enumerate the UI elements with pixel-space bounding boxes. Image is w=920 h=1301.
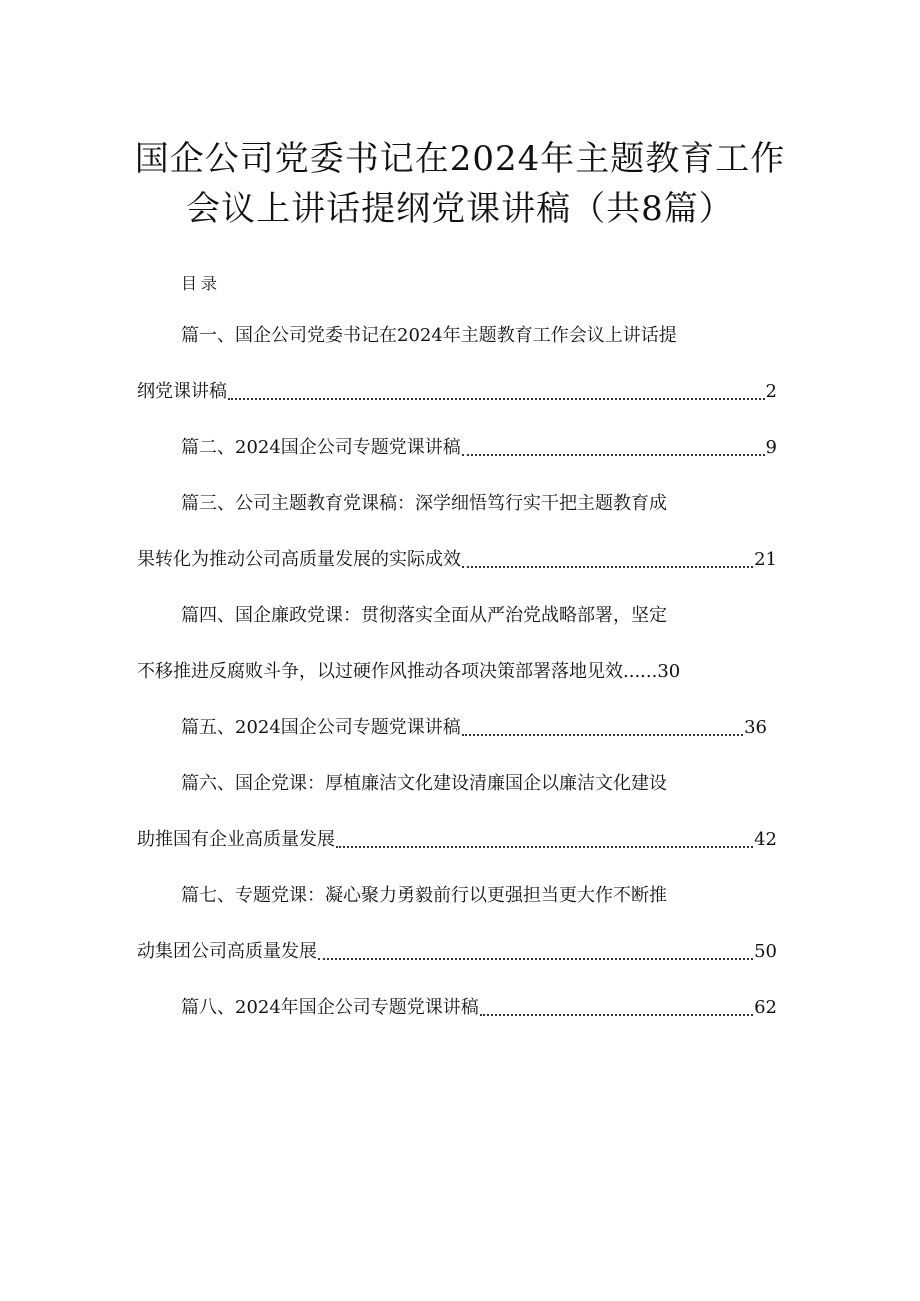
toc-entry-5-line-1[interactable] bbox=[181, 712, 767, 744]
dot-leader bbox=[228, 398, 765, 400]
dot-leader bbox=[480, 1014, 753, 1016]
toc-entry-6-page: 42 bbox=[754, 829, 777, 850]
toc-entry-6-title: 篇六、国企党课：厚植廉洁文化建设清廉国企以廉洁文化建设 bbox=[181, 773, 667, 794]
toc-entry-1-line-2[interactable] bbox=[137, 376, 777, 408]
toc-entry-6-line-1[interactable] bbox=[181, 768, 667, 800]
dot-leader bbox=[462, 566, 753, 568]
toc-entry-1-line-1[interactable] bbox=[181, 320, 677, 352]
toc-heading: 目录 bbox=[181, 274, 222, 293]
toc-entry-6-title-cont: 助推国有企业高质量发展 bbox=[137, 829, 335, 850]
toc-entry-3-page: 21 bbox=[754, 549, 777, 570]
toc-entry-5-title: 篇五、2024国企公司专题党课讲稿 bbox=[181, 717, 461, 738]
toc-entry-3-line-1[interactable] bbox=[181, 488, 667, 520]
toc-entry-4-line-2[interactable] bbox=[137, 656, 680, 688]
dot-leader bbox=[318, 958, 753, 960]
toc-entry-4-title-cont: 不移推进反腐败斗争，以过硬作风推动各项决策部署落地见效 bbox=[137, 661, 623, 682]
toc-entry-7-page: 50 bbox=[754, 941, 777, 962]
toc-entry-6-line-2[interactable] bbox=[137, 824, 777, 856]
dot-leader: ...... bbox=[623, 661, 658, 682]
toc-entry-2-title: 篇二、2024国企公司专题党课讲稿 bbox=[181, 437, 461, 458]
toc-entry-1-title-cont: 纲党课讲稿 bbox=[137, 381, 227, 402]
toc-entry-5-page: 36 bbox=[744, 717, 767, 738]
dot-leader bbox=[336, 846, 753, 848]
title-line-2: 会议上讲话提纲党课讲稿（共8篇） bbox=[186, 189, 734, 229]
toc-entry-1-page: 2 bbox=[765, 381, 777, 402]
toc-entry-4-title: 篇四、国企廉政党课：贯彻落实全面从严治党战略部署，坚定 bbox=[181, 605, 667, 626]
toc-entry-7-line-2[interactable] bbox=[137, 936, 777, 968]
toc-entry-8-page: 62 bbox=[754, 997, 777, 1018]
toc-entry-7-title: 篇七、专题党课：凝心聚力勇毅前行以更强担当更大作不断推 bbox=[181, 885, 667, 906]
toc-entry-2-page: 9 bbox=[765, 437, 777, 458]
toc-entry-8-line-1[interactable] bbox=[181, 992, 777, 1024]
toc-entry-3-title: 篇三、公司主题教育党课稿：深学细悟笃行实干把主题教育成 bbox=[181, 493, 667, 514]
toc-entry-2-line-1[interactable] bbox=[181, 432, 777, 464]
dot-leader bbox=[462, 454, 765, 456]
dot-leader bbox=[462, 734, 743, 736]
toc-entry-3-line-2[interactable] bbox=[137, 544, 777, 576]
toc-entry-7-title-cont: 动集团公司高质量发展 bbox=[137, 941, 317, 962]
toc-entry-8-title: 篇八、2024年国企公司专题党课讲稿 bbox=[181, 997, 479, 1018]
title-line-1: 国企公司党委书记在2024年主题教育工作 bbox=[134, 139, 786, 179]
toc-entry-1-title: 篇一、国企公司党委书记在2024年主题教育工作会议上讲话提 bbox=[181, 325, 677, 346]
toc-entry-3-title-cont: 果转化为推动公司高质量发展的实际成效 bbox=[137, 549, 461, 570]
toc-entry-7-line-1[interactable] bbox=[181, 880, 667, 912]
toc-entry-4-line-1[interactable] bbox=[181, 600, 667, 632]
toc-entry-4-page: 30 bbox=[657, 661, 681, 682]
